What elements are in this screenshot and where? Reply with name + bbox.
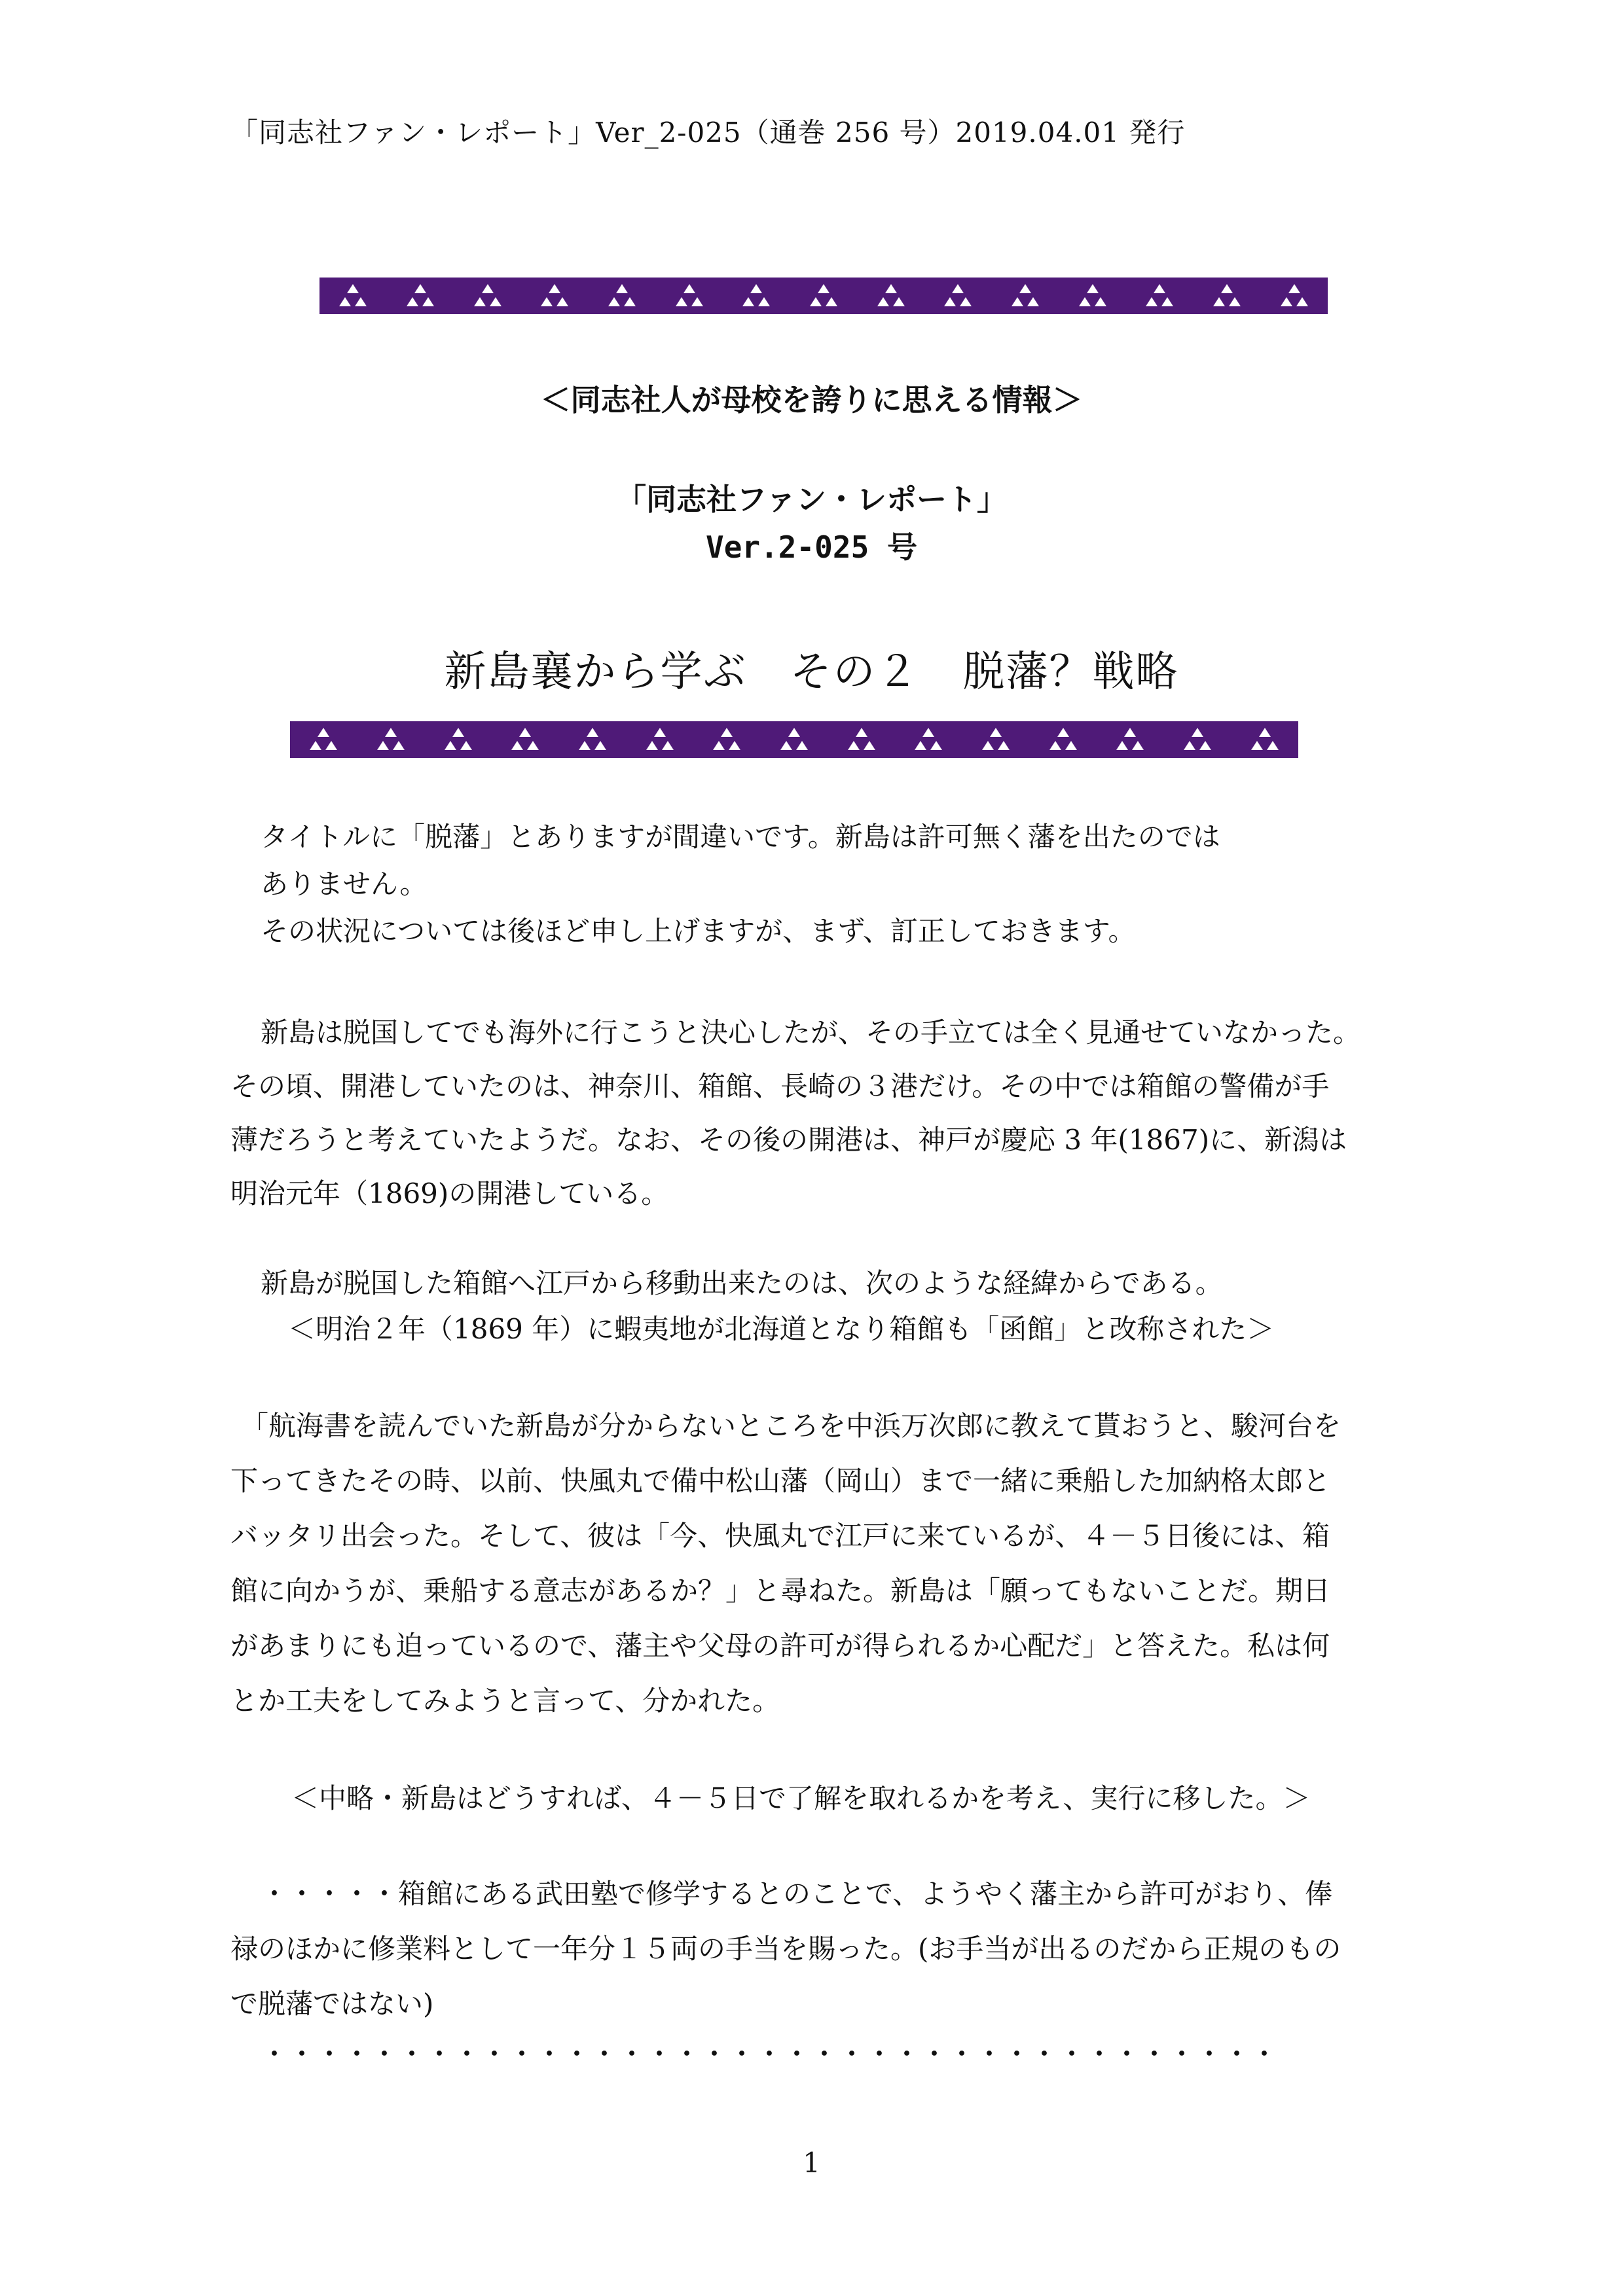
- paragraph-line: 薄だろうと考えていたようだ。なお、その後の開港は、神戸が慶応 3 年(1867)に、新潟は: [230, 1124, 1347, 1156]
- quote-line: バッタリ出会った。そして、彼は「今、快風丸で江戸に来ているが、４－５日後には、箱: [230, 1520, 1330, 1552]
- note-line: ＜明治２年（1869 年）に蝦夷地が北海道となり箱館も「函館」と改称された＞: [288, 1313, 1275, 1345]
- mitsu-uroko-crest-icon: [1212, 284, 1242, 308]
- paragraph-line: 禄のほかに修業料として一年分１５両の手当を賜った。(お手当が出るのだから正規のもの: [230, 1933, 1341, 1965]
- mitsu-uroko-crest-icon: [645, 728, 675, 751]
- version-number: Ver.2-025 号: [706, 529, 917, 565]
- mitsu-uroko-crest-icon: [943, 284, 973, 308]
- mitsu-uroko-crest-icon: [876, 284, 906, 308]
- mitsu-uroko-crest-icon: [338, 284, 368, 308]
- mitsu-uroko-crest-icon: [674, 284, 704, 308]
- omission-note: ＜中略・新島はどうすれば、４－５日で了解を取れるかを考え、実行に移した。＞: [291, 1782, 1311, 1814]
- mitsu-uroko-crest-icon: [376, 728, 406, 751]
- quote-line: とか工夫をしてみようと言って、分かれた。: [230, 1685, 780, 1717]
- mitsu-uroko-crest-icon: [577, 728, 608, 751]
- mitsu-uroko-crest-icon: [712, 728, 742, 751]
- quote-line: 館に向かうが、乗船する意志があるか？」と尋ねた。新島は「願ってもないことだ。期日: [230, 1575, 1331, 1607]
- decorative-band-bottom: [290, 721, 1298, 758]
- mitsu-uroko-crest-icon: [473, 284, 503, 308]
- mitsu-uroko-crest-icon: [779, 728, 809, 751]
- page-title: 新島襄から学ぶ その２ 脱藩？戦略: [444, 648, 1179, 696]
- page-header: 「同志社ファン・レポート」Ver_2-025（通巻 256 号）2019.04.01 発行: [230, 117, 1186, 149]
- mitsu-uroko-crest-icon: [741, 284, 771, 308]
- paragraph-line: 新島が脱国した箱館へ江戸から移動出来たのは、次のような経緯からである。: [261, 1267, 1223, 1299]
- paragraph-line: 新島は脱国してでも海外に行こうと決心したが、その手立ては全く見通せていなかった。: [261, 1016, 1361, 1049]
- mitsu-uroko-crest-icon: [1144, 284, 1175, 308]
- mitsu-uroko-crest-icon: [1078, 284, 1108, 308]
- mitsu-uroko-crest-icon: [308, 728, 338, 751]
- mitsu-uroko-crest-icon: [510, 728, 540, 751]
- intro-line: タイトルに「脱藩」とありますが間違いです。新島は許可無く藩を出たのでは: [261, 821, 1220, 853]
- quote-line: があまりにも迫っているので、藩主や父母の許可が得られるか心配だ」と答えた。私は何: [230, 1630, 1330, 1662]
- page-number: 1: [803, 2147, 820, 2179]
- mitsu-uroko-crest-icon: [1115, 728, 1145, 751]
- paragraph-line: ・・・・・箱館にある武田塾で修学するとのことで、ようやく藩主から許可がおり、俸: [261, 1878, 1333, 1910]
- mitsu-uroko-crest-icon: [913, 728, 943, 751]
- mitsu-uroko-crest-icon: [981, 728, 1011, 751]
- mitsu-uroko-crest-icon: [1010, 284, 1040, 308]
- mitsu-uroko-crest-icon: [1182, 728, 1213, 751]
- mitsu-uroko-crest-icon: [607, 284, 637, 308]
- paragraph-line: 明治元年（1869)の開港している。: [230, 1177, 669, 1210]
- mitsu-uroko-crest-icon: [847, 728, 877, 751]
- quote-line: 「航海書を読んでいた新島が分からないところを中浜万次郎に教えて貰おうと、駿河台を: [241, 1410, 1341, 1442]
- quote-line: 下ってきたその時、以前、快風丸で備中松山藩（岡山）まで一緒に乗船した加納格太郎と: [230, 1465, 1331, 1497]
- report-title: 「同志社ファン・レポート」: [615, 482, 1008, 517]
- mitsu-uroko-crest-icon: [539, 284, 570, 308]
- ellipsis-line: ・・・・・・・・・・・・・・・・・・・・・・・・・・・・・・・・・・・・・: [261, 2038, 1279, 2070]
- paragraph-line: その頃、開港していたのは、神奈川、箱館、長崎の３港だけ。その中では箱館の警備が手: [230, 1070, 1330, 1102]
- mitsu-uroko-crest-icon: [443, 728, 473, 751]
- subtitle: ＜同志社人が母校を誇りに思える情報＞: [540, 382, 1083, 418]
- mitsu-uroko-crest-icon: [1048, 728, 1078, 751]
- mitsu-uroko-crest-icon: [809, 284, 839, 308]
- mitsu-uroko-crest-icon: [405, 284, 435, 308]
- mitsu-uroko-crest-icon: [1250, 728, 1280, 751]
- paragraph-line: で脱藩ではない): [230, 1988, 434, 2020]
- decorative-band-top: [319, 278, 1328, 314]
- intro-line: その状況については後ほど申し上げますが、まず、訂正しておきます。: [261, 915, 1136, 947]
- intro-line: ありません。: [261, 868, 428, 900]
- mitsu-uroko-crest-icon: [1279, 284, 1309, 308]
